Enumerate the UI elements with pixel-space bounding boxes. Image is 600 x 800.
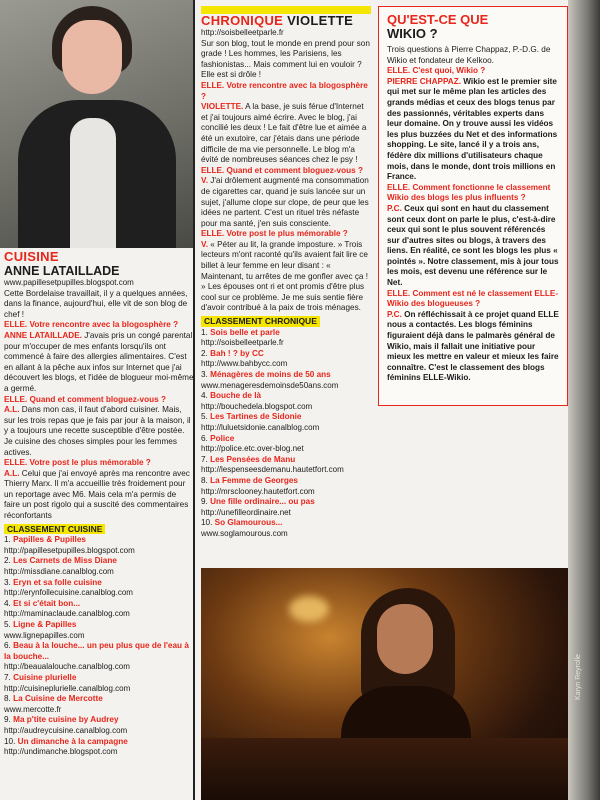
ranking-number: 7. xyxy=(201,454,208,464)
violette-answer-2-text: J'ai drôlement augmenté ma consommation de cigarettes car, quand je suis lancée sur un sujet, j'allume clope sur clope, de peur que les idées ne partent. C'est un rituel très néfaste pour ma santé, j'en suis consciente. xyxy=(201,176,369,228)
ranking-number: 10. xyxy=(4,736,16,746)
ranking-item[interactable] xyxy=(4,535,194,556)
violette-answer-2 xyxy=(201,176,371,229)
anne-portrait-photo xyxy=(0,0,193,248)
ranking-blog-url[interactable]: http://beaualalouche.canalblog.com xyxy=(4,662,130,672)
ranking-number: 1. xyxy=(201,327,208,337)
classement-chronique-list xyxy=(201,328,371,540)
ranking-item[interactable] xyxy=(201,391,371,412)
ranking-item[interactable] xyxy=(201,476,371,497)
ranking-number: 4. xyxy=(201,391,208,401)
photo-woman-face xyxy=(377,604,433,674)
anne-answer-3-text: Celui que j'ai envoyé après ma rencontre avec Thierry Marx. Il m'a accueillie très froidement pour un reportage avec M6. Mais cela m'a permis de faire un post rigolo qui a suscité des commentaires réconfortants xyxy=(4,468,190,521)
ranking-blog-url[interactable]: http://erynfollecuisine.canalblog.com xyxy=(4,588,133,598)
ranking-blog-name[interactable]: Ménagères de moins de 50 ans xyxy=(210,370,331,379)
ranking-number: 9. xyxy=(4,715,11,725)
anne-answer-2-label: A.L. xyxy=(4,405,20,415)
ranking-blog-url[interactable]: http://soisbelleetparle.fr xyxy=(201,338,284,348)
anne-url[interactable]: www.papillesetpupilles.blogspot.com xyxy=(4,278,134,287)
wikio-box xyxy=(378,6,568,406)
ranking-blog-name[interactable]: Les Tartines de Sidonie xyxy=(210,412,302,422)
wikio-answer-1-text: Wikio est le premier site qui met sur le même plan les articles des grands médias et ceux des blogs tenus par des passionnés, véritables experts dans leur domaine. On y trouve aussi les vidéos les plus buzzées du Net et des informations shopping. Le site, lancé il y a trois ans, fédère dix millions d'utilisateurs chaque mois, dans le monde, dont trois millions en France. xyxy=(387,76,558,182)
ranking-item[interactable] xyxy=(201,455,371,476)
violette-column xyxy=(201,6,371,540)
ranking-number: 2. xyxy=(4,556,11,566)
ranking-blog-url[interactable]: http://missdiane.canalblog.com xyxy=(4,567,114,577)
ranking-number: 2. xyxy=(201,348,208,358)
ranking-item[interactable] xyxy=(201,412,371,433)
portrait-shirt xyxy=(70,118,116,248)
anne-answer-2 xyxy=(4,405,194,458)
ranking-item[interactable] xyxy=(4,599,194,620)
ranking-number: 10. xyxy=(201,518,213,528)
ranking-blog-name[interactable]: Les Pensées de Manu xyxy=(210,454,296,464)
wikio-title xyxy=(387,13,559,41)
photo-credit: Karyn Reyrolle xyxy=(575,654,582,700)
ranking-number: 4. xyxy=(4,598,11,608)
ranking-blog-url[interactable]: www.lignepapilles.com xyxy=(4,630,85,640)
anne-answer-1-text: J'avais pris un congé parental pour m'occuper de mes enfants lorsqu'ils ont commencé à faire des allergies alimentaires. C'est en allant à la pêche aux infos sur Internet que j'ai découvert les blogs, et l'idée de blogueur moi-même a germé. xyxy=(4,330,194,393)
wikio-column xyxy=(378,6,568,406)
wikio-answer-1 xyxy=(387,77,559,183)
ranking-item[interactable] xyxy=(201,349,371,370)
ranking-blog-name[interactable]: Bah ! ? by CC xyxy=(210,348,264,358)
ranking-blog-url[interactable]: http://police.etc.over-blog.net xyxy=(201,444,304,454)
violette-answer-1-label: VIOLETTE. xyxy=(201,102,244,112)
classement-cuisine-list xyxy=(4,535,194,757)
anne-name: ANNE LATAILLADE xyxy=(4,264,120,278)
ranking-number: 5. xyxy=(201,412,208,422)
ranking-blog-url[interactable]: http://cuisineplurielle.canalblog.com xyxy=(4,683,131,693)
ranking-blog-url[interactable]: http://audreycuisine.canalblog.com xyxy=(4,725,128,735)
ranking-blog-name[interactable]: Bouche de là xyxy=(210,391,262,401)
ranking-item[interactable] xyxy=(201,497,371,518)
wikio-title-b: WIKIO ? xyxy=(387,26,438,41)
ranking-item[interactable] xyxy=(4,715,194,736)
ranking-item[interactable] xyxy=(4,620,194,641)
ranking-blog-url[interactable]: www.mercotte.fr xyxy=(4,704,62,714)
wikio-answer-2-label: P.C. xyxy=(387,203,402,213)
ranking-blog-name[interactable]: Papilles & Pupilles xyxy=(13,535,86,545)
violette-question-1: ELLE. Votre rencontre avec la blogosphère ? xyxy=(201,80,368,101)
ranking-item[interactable] xyxy=(4,578,194,599)
violette-answer-2-label: V. xyxy=(201,176,208,186)
portrait-face xyxy=(62,20,122,94)
anne-column xyxy=(4,250,194,758)
violette-section-title xyxy=(201,14,371,28)
ranking-item[interactable] xyxy=(201,328,371,349)
violette-question-2: ELLE. Quand et comment bloguez-vous ? xyxy=(201,165,363,175)
wikio-answer-3-text: On réfléchissait à ce projet quand ELLE nous a contactés. Les blogs féminins figuraient déjà dans le palmarès général de Wikio, mais il fallait une initiative pour mieux les mettre en valeur et mieux les faire connaître. C'est le classement des blogs féminins ELLE-Wikio. xyxy=(387,309,559,383)
ranking-blog-url[interactable]: http://bouchedela.blogspot.com xyxy=(201,401,313,411)
ranking-blog-url[interactable]: www.soglamourous.com xyxy=(201,528,288,538)
classement-cuisine-title: CLASSEMENT CUISINE xyxy=(4,524,105,535)
violette-question-3: ELLE. Votre post le plus mémorable ? xyxy=(201,229,348,239)
wikio-question-2: ELLE. Comment fonctionne le classement Wikio des blogs les plus influents ? xyxy=(387,182,551,203)
violette-section-b: VIOLETTE xyxy=(287,13,354,28)
ranking-blog-name[interactable]: Sois belle et parle xyxy=(210,327,280,337)
classement-chronique-title: CLASSEMENT CHRONIQUE xyxy=(201,316,320,327)
wikio-answer-2-text: Ceux qui sont en haut du classement sont ceux dont on parle le plus, c'est-à-dire ceux qui sont le plus souvent référencés sur d'autres sites ou blogs, à travers des liens. En réalité, ce sont les blogs les plus « pointés ». Notre classement, mis à jour tous les mois, est devenu une référence sur le Net. xyxy=(387,203,559,288)
ranking-number: 6. xyxy=(4,641,11,651)
ranking-item[interactable] xyxy=(4,556,194,577)
wikio-title-a: QU'EST-CE QUE xyxy=(387,12,489,27)
anne-answer-1 xyxy=(4,331,194,395)
wikio-answer-2 xyxy=(387,204,559,289)
wikio-answer-3-label: P.C. xyxy=(387,309,402,319)
ranking-blog-name[interactable]: Et si c'était bon... xyxy=(13,598,81,608)
violette-answer-3 xyxy=(201,240,371,314)
violette-answer-3-label: V. xyxy=(201,239,208,249)
ranking-blog-url[interactable]: http://maminaclaude.canalblog.com xyxy=(4,609,130,619)
ranking-number: 3. xyxy=(201,370,208,379)
ranking-blog-name[interactable]: Les Carnets de Miss Diane xyxy=(13,556,117,566)
ranking-blog-name[interactable]: La Cuisine de Mercotte xyxy=(13,694,103,704)
photo-table xyxy=(201,738,568,800)
ranking-blog-url[interactable]: http://luluetsidonie.canalblog.com xyxy=(201,422,320,432)
wikio-intro: Trois questions à Pierre Chappaz, P.-D.G. de Wikio et fondateur de Kelkoo. xyxy=(387,45,551,65)
ranking-number: 7. xyxy=(4,672,11,682)
violette-url[interactable]: http://soisbelleetparle.fr xyxy=(201,28,284,37)
wikio-question-3: ELLE. Comment est né le classement ELLE-Wikio des blogueuses ? xyxy=(387,288,559,309)
anne-question-3: ELLE. Votre post le plus mémorable ? xyxy=(4,458,151,468)
ranking-blog-url[interactable]: www.menageresdemoinsde50ans.com xyxy=(201,380,339,390)
ranking-number: 1. xyxy=(4,535,11,545)
anne-question-2: ELLE. Quand et comment bloguez-vous ? xyxy=(4,394,166,404)
violette-answer-1 xyxy=(201,102,371,166)
anne-answer-2-text: Dans mon cas, il faut d'abord cuisiner. Mais, sur les trois repas que je fais par jour à la maison, il y a toujours une recette susceptible d'être postée. Je cuisine des choses simples pour les femmes actives. xyxy=(4,405,191,457)
ranking-item[interactable] xyxy=(201,434,371,455)
anne-answer-3 xyxy=(4,469,194,522)
ranking-blog-name[interactable]: So Glamourous... xyxy=(214,518,283,528)
ranking-blog-url[interactable]: http://mrsclooney.hautetfort.com xyxy=(201,486,315,496)
violette-answer-1-text: A la base, je suis férue d'Internet et j'ai toujours aimé écrire. Avec le blog, j'ai concilié les deux ! Le fait d'être lue et aimée a été un exutoire, car j'étais dans une période difficile de ma vie personnelle. Le blog m'a évité de nombreuses séances chez le psy ! xyxy=(201,102,367,165)
ranking-blog-name[interactable]: Ma p'tite cuisine by Audrey xyxy=(13,715,119,725)
anne-answer-3-label: A.L. xyxy=(4,468,20,478)
ranking-blog-url[interactable]: http://lespenseesdemanu.hautetfort.com xyxy=(201,465,344,475)
ranking-item[interactable] xyxy=(4,694,194,715)
ranking-blog-name[interactable]: Une fille ordinaire... ou pas xyxy=(210,497,315,507)
anne-question-1: ELLE. Votre rencontre avec la blogosphère ? xyxy=(4,320,179,330)
photo-lamp-glow xyxy=(289,596,329,622)
wikio-answer-1-label: PIERRE CHAPPAZ. xyxy=(387,76,461,86)
page-binding-edge xyxy=(568,0,600,800)
ranking-blog-url[interactable]: http://unefilleordinaire.net xyxy=(201,507,291,517)
ranking-blog-url[interactable]: http://undimanche.blogspot.com xyxy=(4,747,118,757)
ranking-blog-name[interactable]: Un dimanche à la campagne xyxy=(17,736,128,746)
ranking-blog-name[interactable]: La Femme de Georges xyxy=(210,475,298,485)
ranking-item[interactable] xyxy=(201,370,371,391)
anne-answer-1-label: ANNE LATAILLADE. xyxy=(4,330,82,340)
ranking-number: 9. xyxy=(201,497,208,507)
ranking-blog-name[interactable]: Cuisine plurielle xyxy=(13,672,77,682)
ranking-number: 3. xyxy=(4,577,11,587)
ranking-blog-url[interactable]: http://papillesetpupilles.blogspot.com xyxy=(4,545,135,555)
violette-section-a: CHRONIQUE xyxy=(201,13,284,28)
ranking-number: 6. xyxy=(201,433,208,443)
ranking-blog-name[interactable]: Ligne & Papilles xyxy=(13,620,77,629)
ranking-blog-url[interactable]: http://www.bahbycc.com xyxy=(201,359,288,369)
violette-intro: Sur son blog, tout le monde en prend pour son grade ! Les hommes, les Parisiens, les fashionistas... Mais comment lui en vouloir ? Elle est si drôle ! xyxy=(201,38,370,80)
anne-intro: Cette Bordelaise travaillait, il y a quelques années, dans la finance, aujourd'hui, elle vit de son blog de chef ! xyxy=(4,288,188,319)
anne-section-title: CUISINE xyxy=(4,249,59,264)
ranking-blog-name[interactable]: Eryn et sa folle cuisine xyxy=(13,577,102,587)
ranking-number: 8. xyxy=(4,694,11,704)
ranking-item[interactable] xyxy=(4,737,194,758)
violette-portrait-photo xyxy=(201,568,568,800)
ranking-blog-name[interactable]: Beau à la louche... un peu plus que de l'eau à la bouche... xyxy=(4,641,189,661)
ranking-item[interactable] xyxy=(201,518,371,539)
wikio-answer-3 xyxy=(387,310,559,384)
ranking-number: 5. xyxy=(4,620,11,629)
ranking-blog-name[interactable]: Police xyxy=(210,433,235,443)
ranking-item[interactable] xyxy=(4,641,194,673)
ranking-item[interactable] xyxy=(4,673,194,694)
wikio-question-1: ELLE. C'est quoi, Wikio ? xyxy=(387,66,486,76)
violette-answer-3-text: « Péter au lit, la grande imposture. » Trois lecteurs m'ont raconté qu'ils avaient fait lire ce billet à leur femme en leur disant : « Maintenant, tu arrêtes de me gonfler avec ça ! » Les épouses ont ri et ont promis d'être plus cool sur ce problème. Je me suis sentie fière d'avoir contribué à la paix de trois ménages. xyxy=(201,239,369,313)
ranking-number: 8. xyxy=(201,475,208,485)
